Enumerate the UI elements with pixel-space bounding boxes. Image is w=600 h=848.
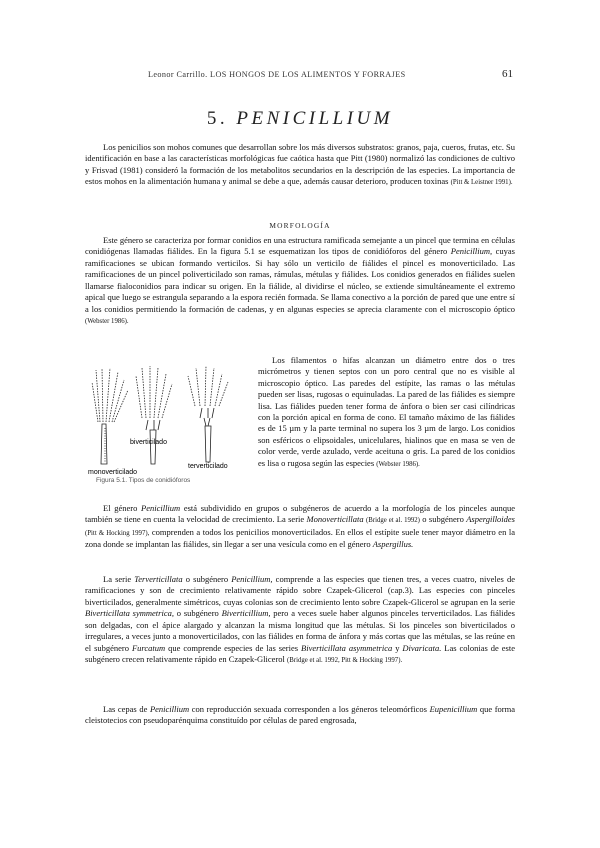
subgen-cite-1: (Bridge et al. 1992): [366, 517, 420, 525]
subgen-cite-2: (Pitt & Hocking 1997),: [85, 529, 150, 537]
chapter-title: [0, 108, 600, 130]
last-text-2: con reproducción sexuada corresponden a los géneros teleomórficos: [189, 704, 430, 714]
subgen-text-3: o subgénero: [419, 514, 467, 525]
fig-label-bi: biverticilado: [130, 439, 167, 446]
morphology-paragraph: [85, 235, 515, 328]
terv-serie: Terverticillata: [134, 574, 183, 584]
chapter-name: PENICILLIUM: [236, 108, 394, 129]
terv-symmetrica: Biverticillata symmetrica,: [85, 608, 174, 619]
monoverticillate-brush: [92, 368, 128, 464]
last-eupenicillium: Eupenicillium: [429, 704, 478, 714]
figure-caption: Figura 5.1. Tipos de conidióforos: [96, 477, 191, 484]
hyphae-paragraph: [258, 355, 515, 470]
terverticillata-paragraph: [85, 574, 515, 667]
terv-text-5: pero a veces suele haber algunos pinceles terverticilados. Las fiálides son delgadas, con el ápice alargado y alcanzan la misma longitud que las métulas. Si los pinceles son biverticilados o irregulares, a veces junto a monoverticilados, con las fiálides en forma de ánfora y más cortas que las métulas, se las reúne en el subgénero: [85, 608, 515, 653]
biverticillate-brush: [136, 366, 172, 464]
subgen-genus: Penicillium: [141, 503, 181, 513]
fig-label-ter: terverticilado: [188, 463, 228, 470]
hyphae-citation: (Webster 1986).: [376, 460, 420, 468]
terv-divaricata: Divaricata.: [402, 642, 442, 653]
morph-text-1: Este género se caracteriza por formar conidios en una estructura ramificada semejante a un pincel que termina en células conidiógenas llamadas fiálides. En la figura 5.1 se esquematizan los tipos de conidióforos del género: [85, 235, 515, 257]
last-text-3: que forma cleistotecios con pseudoparénquima constituído por células de pared engrosada,: [85, 704, 515, 726]
terv-text-7: y: [392, 642, 403, 653]
terv-text-2: o subgénero: [182, 574, 232, 584]
terv-asymmetrica: Biverticillata asymmetrica: [301, 642, 393, 653]
last-text-1: Las cepas de: [103, 704, 150, 714]
morph-text-2: cuyas ramificaciones se ubican formando verticilos. Si hay sólo un verticilo de fiálides el pincel es monoverticilado. Las ramificaciones de un pincel poliverticilado son ramas, rámulas, métulas y fiálides. Los conidios generados en fiálides suelen llamarse fialoconidios para indicar su origen. En la fiálide, al dividirse el núcleo, se extiende simultáneamente el extremo apical que luego se estrangula separando a la espora recién formada. Se llama conectivo a la porción de pared que une entre sí a los conidios permitiendo la formación de cadenas, y en algunas especies se aprecia claramente con el microscopio óptico: [85, 246, 515, 314]
terv-text-8: Las colonias de este subgénero crecen relativamente rápido en Czapek-Glicerol: [85, 642, 515, 665]
subgenus-paragraph: [85, 503, 515, 551]
terv-text-6: que comprende especies de las series: [165, 642, 302, 653]
terv-text-1: La serie: [103, 574, 135, 584]
subgen-text-1: El género: [103, 503, 141, 513]
conidiophore-drawing: [88, 360, 248, 484]
intro-text: Los penicilios son mohos comunes que desarrollan sobre los más diversos substratos: granos, paja, cueros, frutas, etc. Su identificación en base a las características morfológicas fue caótica hasta que Pitt (1980) normalizó las condiciones de cultivo y Frisvad (1981) consideró la formación de los metabolitos secundarios en la descripción de las especies. La importancia de estos mohos en la alimentación humana y animal se debe a que, además causar deterioro, producen toxinas: [85, 142, 515, 187]
chapter-number: 5.: [206, 108, 229, 129]
subgen-text-2: está subdividido en grupos o subgéneros de acuerdo a la morfología de los pinceles aunque también se tiene en cuenta la velocidad de crecimiento. La serie: [85, 503, 515, 525]
terv-furcatum: Furcatum: [131, 642, 166, 653]
intro-citation: (Pitt & Leistner 1991).: [450, 179, 513, 187]
last-penicillium: Penicillium: [149, 704, 190, 714]
intro-paragraph: [85, 142, 515, 189]
terv-citation: (Bridge et al. 1992, Pitt & Hocking 1997).: [287, 657, 403, 665]
subgen-aspergillus: Aspergillus.: [372, 539, 414, 550]
subgen-aspergilloides: Aspergilloides: [466, 514, 515, 525]
subgen-text-4: comprenden a todos los penicilios monoverticilados. En ellos el estípite suele tener mayor diámetro en la zona donde se implantan las fiálides, sin llegar a ser una vesícula como en el género: [85, 526, 515, 550]
subgen-serie: Monoverticillata: [306, 514, 364, 525]
section-heading: MORFOLOGÍA: [269, 221, 331, 230]
morph-citation: (Webster 1986).: [85, 318, 129, 326]
morph-genus: Penicillium,: [450, 246, 493, 257]
terverticillate-brush: [188, 366, 228, 462]
page-number: 61: [502, 68, 513, 80]
fig-label-mono: monoverticilado: [88, 469, 138, 476]
teleomorph-paragraph: [85, 704, 515, 727]
terv-text-3: comprende a las especies que tienen tres, a veces cuatro, niveles de ramificaciones y son de crecimiento relativamente rápido sobre Czapek-Glicerol (cap.3). Las especies con pinceles biverticilados, generalmente simétricos, cuyas colonias son de crecimiento lento sobre Czapek-Glicerol se agrupan en la serie: [85, 574, 516, 607]
terv-text-4: o subgénero: [173, 608, 222, 619]
terv-penicillium: Penicillium,: [231, 574, 273, 584]
hyphae-text: Los filamentos o hifas alcanzan un diámetro entre dos o tres micrómetros y tienen septos con un poro central que no es visible al microscopio óptico. Las paredes del estípite, las ramas o las métulas pueden ser lisas, rugosas o equinuladas. La pared de las fiálides es siempre lisa. Las fiálides pueden tener forma de ánfora o bien ser casi cilíndricas con la porción apical en forma de cono. El tamaño máximo de las fiálides es de 15 µm y la parte terminal no supera los 3 µm de largo. Los conidios son esféricos o elipsoidales, unicelulares, hialinos que en masa se ven de color verde, verde azulado, verde aceituna o gris. La pared de los conidios es lisa o rugosa según las especies: [258, 355, 515, 468]
terv-biverticillium: Biverticillium,: [221, 608, 271, 619]
running-head: Leonor Carrillo. LOS HONGOS DE LOS ALIMENTOS Y FORRAJES: [148, 70, 406, 79]
conidiophore-figure: [88, 360, 248, 484]
